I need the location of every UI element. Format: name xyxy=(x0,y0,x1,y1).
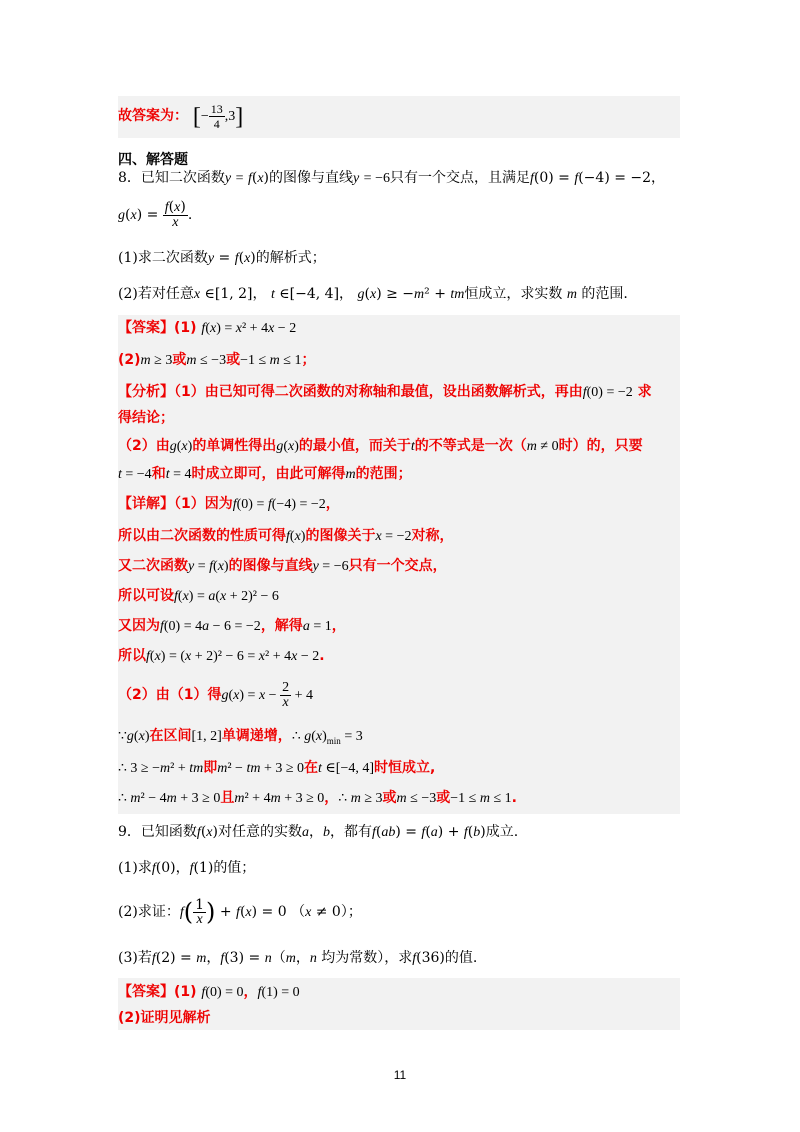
section-heading: 四、解答题 xyxy=(118,152,188,168)
q8-detail-6: 所以f(x) = (x + 2)² − 6 = x² + 4x − 2. xyxy=(118,648,325,664)
q8-detail-3: 又二次函数y = f(x)的图像与直线y = −6只有一个交点， xyxy=(118,558,447,574)
prev-answer-line: 故答案为： [− $\frac{13}{4}$ ,3] xyxy=(118,102,244,132)
q8-analysis-3: t = −4和t = 4时成立即可，由此可解得m的范围； xyxy=(118,466,412,482)
q8-analysis-2: （2）由g(x)的单调性得出g(x)的最小值，而关于t的不等式是一次（m ≠ 0时）的，只要 xyxy=(118,438,643,454)
q9-stem: 9．已知函数f(x)对任意的实数a，b，都有f(ab) = f(a) + f(b)成立. xyxy=(118,824,519,840)
q8-detail-7: （2）由（1）得g(x) = x − $\frac{2}{x}$ + 4 xyxy=(118,680,313,711)
q8-part2: (2)若对任意x ∈[1, 2]， t ∈[−4, 4]， g(x) ≥ −m² + tm恒成立，求实数 m 的范围. xyxy=(118,286,628,302)
q8-answer-1: 【答案】(1) f(x) = x² + 4x − 2 xyxy=(118,320,297,336)
q8-detail-10: ∴ m² − 4m + 3 ≥ 0且m² + 4m + 3 ≥ 0，∴ m ≥ 3或m ≤ −3或−1 ≤ m ≤ 1. xyxy=(118,790,517,806)
q8-gx-definition: g(x) = $\frac{f(x)}{x}$ . xyxy=(118,199,193,230)
q8-detail-9: ∴ 3 ≥ −m² + tm即m² − tm + 3 ≥ 0在t ∈[−4, 4]时恒成立, xyxy=(118,760,436,776)
q8-detail-8: ∵g(x)在区间[1, 2]单调递增，∴ $g(x)_{min} = 3$ xyxy=(118,728,363,746)
q8-detail-4: 所以可设f(x) = a(x + 2)² − 6 xyxy=(118,588,279,604)
q8-detail-5: 又因为f(0) = 4a − 6 = −2，解得a = 1， xyxy=(118,618,346,634)
q8-answer-2: (2)m ≥ 3或m ≤ −3或−1 ≤ m ≤ 1； xyxy=(118,352,316,368)
q9-answer-1: 【答案】(1) f(0) = 0，f(1) = 0 xyxy=(118,984,300,1000)
q8-analysis-1b: 得结论； xyxy=(118,410,174,426)
q8-analysis-1: 【分析】（1）由已知可得二次函数的对称轴和最值，设出函数解析式，再由f(0) = −2 求 xyxy=(118,384,652,400)
q9-part3: (3)若f(2) = m，f(3) = n（m，n 均为常数），求f(36)的值. xyxy=(118,950,478,966)
q8-detail-1: 【详解】（1）因为f(0) = f(−4) = −2， xyxy=(118,496,340,512)
q9-answer-2: (2)证明见解析 xyxy=(118,1010,211,1026)
q8-stem: 8．已知二次函数y = f(x)的图像与直线y = −6只有一个交点，且满足f(0) = f(−4) = −2， xyxy=(118,170,666,186)
q9-part1: (1)求f(0)，f(1)的值； xyxy=(118,860,256,876)
q8-detail-2: 所以由二次函数的性质可得f(x)的图像关于x = −2对称， xyxy=(118,528,454,544)
q9-part2: (2)求证：f( $\frac{1}{x}$ ) + f(x) = 0 （x ≠ 0）； xyxy=(118,896,362,927)
q8-part1: (1)求二次函数y = f(x)的解析式； xyxy=(118,250,326,266)
page-number: 11 xyxy=(393,1068,407,1082)
